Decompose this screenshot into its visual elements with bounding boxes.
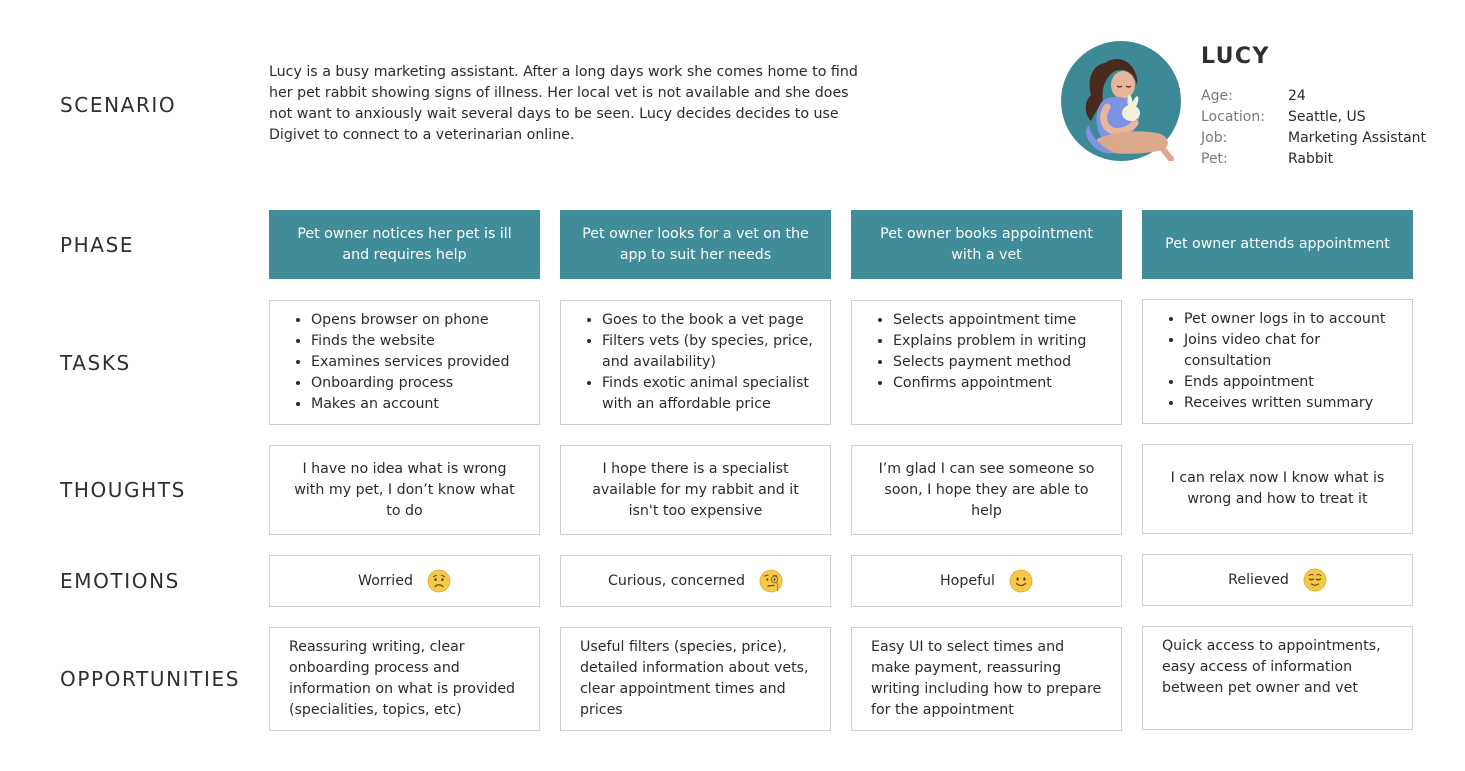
task-item: • Examines services provided — [311, 352, 529, 373]
emotions-label: EMOTIONS — [60, 569, 180, 593]
detail-value: Rabbit — [1288, 151, 1334, 167]
task-list — [571, 310, 820, 415]
thoughts-label: THOUGHTS — [60, 478, 186, 502]
task-item: • Finds exotic animal specialist with an affordable price — [602, 373, 820, 415]
persona-details — [1201, 86, 1426, 170]
emotion-label: Worried — [358, 572, 413, 589]
persona-pet-row — [1201, 149, 1426, 170]
thought-cell-3: I’m glad I can see someone so soon, I hope they are able to help — [851, 445, 1122, 535]
relieved-face-icon — [1303, 568, 1327, 592]
opportunity-cell-1: Reassuring writing, clear onboarding process and information on what is provided (specialities, topics, etc) — [269, 627, 540, 731]
face-with-monocle-icon — [759, 569, 783, 593]
tasks-cell-1 — [269, 300, 540, 425]
emotion-cell-3 — [851, 555, 1122, 607]
opportunities-label: OPPORTUNITIES — [60, 667, 241, 691]
phase-cell-4: Pet owner attends appointment — [1142, 210, 1413, 279]
persona-name: LUCY — [1201, 44, 1270, 69]
thought-cell-4: I can relax now I know what is wrong and how to treat it — [1142, 444, 1413, 534]
phase-cell-2: Pet owner looks for a vet on the app to suit her needs — [560, 210, 831, 279]
task-item: • Selects appointment time — [893, 310, 1111, 331]
detail-key: Pet: — [1201, 151, 1228, 167]
detail-key: Age: — [1201, 88, 1233, 104]
opportunity-cell-4: Quick access to appointments, easy access of information between pet owner and vet — [1142, 626, 1413, 730]
emotion-label: Relieved — [1228, 571, 1289, 588]
tasks-cell-4 — [1142, 299, 1413, 424]
persona-job-row — [1201, 128, 1426, 149]
phase-label: PHASE — [60, 233, 135, 257]
detail-key: Location: — [1201, 109, 1265, 125]
tasks-cell-3 — [851, 300, 1122, 425]
task-list — [1153, 309, 1402, 414]
tasks-cell-2 — [560, 300, 831, 425]
tasks-label: TASKS — [60, 351, 131, 375]
task-item: • Goes to the book a vet page — [602, 310, 820, 331]
phase-cell-1: Pet owner notices her pet is ill and requires help — [269, 210, 540, 279]
task-item: • Filters vets (by species, price, and availability) — [602, 331, 820, 373]
persona-avatar — [1061, 41, 1181, 161]
persona-age-row — [1201, 86, 1426, 107]
task-item: • Joins video chat for consultation — [1184, 330, 1402, 372]
scenario-text: Lucy is a busy marketing assistant. After a long days work she comes home to find her pet rabbit showing signs of illness. Her local vet is not available and she does not want to anxiously wait several days to be seen. Lucy decides decides to use Digivet to connect to a veterinarian online. — [269, 64, 858, 143]
phase-cell-3: Pet owner books appointment with a vet — [851, 210, 1122, 279]
task-item: • Ends appointment — [1184, 372, 1402, 393]
thought-cell-1: I have no idea what is wrong with my pet, I don’t know what to do — [269, 445, 540, 535]
task-item: • Receives written summary — [1184, 393, 1402, 414]
detail-value: 24 — [1288, 88, 1306, 104]
opportunity-cell-3: Easy UI to select times and make payment, reassuring writing including how to prepare for the appointment — [851, 627, 1122, 731]
task-item: • Selects payment method — [893, 352, 1111, 373]
task-item: • Confirms appointment — [893, 373, 1111, 394]
task-list — [862, 310, 1111, 394]
worried-face-icon — [427, 569, 451, 593]
thought-cell-2: I hope there is a specialist available for my rabbit and it isn't too expensive — [560, 445, 831, 535]
scenario-label: SCENARIO — [60, 93, 177, 117]
task-item: • Opens browser on phone — [311, 310, 529, 331]
emotion-cell-4 — [1142, 554, 1413, 606]
detail-value: Seattle, US — [1288, 109, 1366, 125]
persona-location-row — [1201, 107, 1426, 128]
emotion-cell-2 — [560, 555, 831, 607]
opportunity-cell-2: Useful filters (species, price), detailed information about vets, clear appointment times and prices — [560, 627, 831, 731]
task-item: • Onboarding process — [311, 373, 529, 394]
task-item: • Finds the website — [311, 331, 529, 352]
task-item: • Explains problem in writing — [893, 331, 1111, 352]
task-item: • Pet owner logs in to account — [1184, 309, 1402, 330]
detail-value: Marketing Assistant — [1288, 130, 1427, 146]
emotion-cell-1 — [269, 555, 540, 607]
task-list — [280, 310, 529, 415]
emotion-label: Hopeful — [939, 572, 995, 589]
detail-key: Job: — [1201, 130, 1228, 146]
task-item: • Makes an account — [311, 394, 529, 415]
slightly-smiling-face-icon — [1009, 569, 1033, 593]
emotion-label: Curious, concerned — [607, 572, 746, 589]
